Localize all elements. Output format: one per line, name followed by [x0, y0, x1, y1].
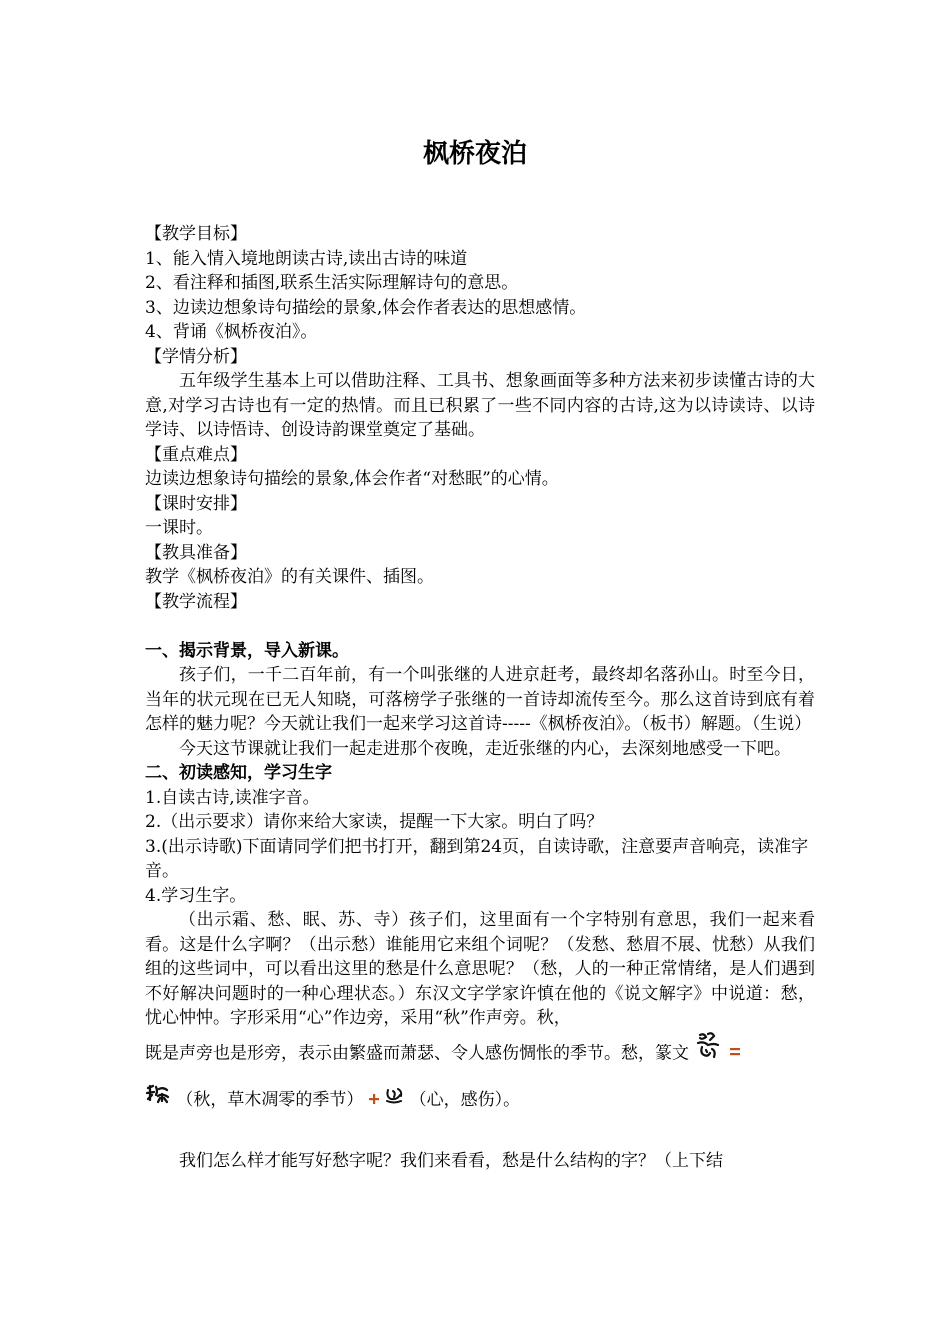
plus-icon [369, 1079, 379, 1121]
goal-item: 4、背诵《枫桥夜泊》。 [145, 322, 318, 342]
seal-line2-text-a: （秋，草木凋零的季节） [176, 1089, 364, 1110]
seal-line [145, 1031, 815, 1077]
prep-text: 教学《枫桥夜泊》的有关课件、插图。 [145, 567, 434, 587]
part1-paragraph: 今天这节课就让我们一起走进那个夜晚，走近张继的内心，去深刻地感受一下吧。 [179, 738, 791, 759]
schedule-header: 【课时安排】 [145, 493, 247, 514]
schedule-text: 一课时。 [145, 518, 213, 538]
page-title: 枫桥夜泊 [422, 139, 527, 169]
part2-paragraph: 我们怎么样才能写好愁字呢？我们来看看，愁是什么结构的字？（上下结 [179, 1151, 723, 1171]
flow-header: 【教学流程】 [145, 591, 247, 612]
document-body [145, 222, 815, 1174]
focus-text: 边读边想象诗句描绘的景象,体会作者“对愁眠”的心情。 [145, 469, 559, 489]
part1-paragraph: 孩子们，一千二百年前，有一个叫张继的人进京赶考，最终却名落孙山。时至今日，当年的状元现在已无人知晓，可落榜学子张继的一首诗却流传至今。那么这首诗到底有着怎样的魅力呢？今天就让我们一起来学习这首诗-----《枫桥夜泊》。（板书）解题。（生说） [145, 665, 815, 734]
part1-heading: 一、揭示背景，导入新课。 [145, 640, 349, 661]
part2-item: 1.自读古诗,读准字音。 [145, 787, 320, 808]
goals-header: 【教学目标】 [145, 224, 247, 244]
part2-item: 3.(出示诗歌)下面请同学们把书打开，翻到第24页，自读诗歌，注意要声音响亮，读准字音。 [145, 836, 809, 881]
goal-item: 2、看注释和插图,联系生活实际理解诗句的意思。 [145, 273, 519, 293]
part2-paragraph: （出示霜、愁、眠、苏、寺）孩子们，这里面有一个字特别有意思，我们一起来看看。这是什么字啊？（出示愁）谁能用它来组个词呢？（发愁、愁眉不展、忧愁）从我们组的这些词中，可以看出这里的愁是什么意思呢？（愁，人的一种正常情绪，是人们遇到不好解决问题时的一种心理状态。）东汉文字学家许慎在他的《说文解字》中说道：愁，忧心忡忡。字形采用“心”作边旁，采用“秋”作声旁。秋， [145, 910, 815, 1028]
focus-header: 【重点难点】 [145, 444, 247, 465]
seal-xin-icon [384, 1079, 404, 1121]
prep-header: 【教具准备】 [145, 542, 247, 563]
analysis-header: 【学情分析】 [145, 346, 247, 367]
seal-qiu-icon [145, 1079, 171, 1121]
part2-heading: 二、初读感知，学习生字 [145, 763, 332, 783]
goal-item: 1、能入情入境地朗读古诗,读出古诗的味道 [145, 248, 468, 269]
equals-icon [728, 1033, 742, 1075]
part2-item: 2.（出示要求）请你来给大家读，提醒一下大家。明白了吗？ [145, 812, 604, 832]
part2-item: 4.学习生字。 [145, 885, 247, 906]
seal-chou-icon [694, 1031, 722, 1077]
seal-line2-text-b: （心，感伤）。 [409, 1089, 521, 1110]
goal-item: 3、边读边想象诗句描绘的景象,体会作者表达的思想感情。 [145, 297, 587, 318]
seal-line-2 [145, 1079, 815, 1122]
seal-line-text: 既是声旁也是形旁，表示由繁盛而萧瑟、令人感伤惆怅的季节。愁，篆文 [145, 1043, 689, 1063]
analysis-text: 五年级学生基本上可以借助注释、工具书、想象画面等多种方法来初步读懂古诗的大意,对学习古诗也有一定的热情。而且已积累了一些不同内容的古诗,这为以诗读诗、以诗学诗、以诗悟诗、创设诗韵课堂奠定了基础。 [145, 371, 815, 440]
